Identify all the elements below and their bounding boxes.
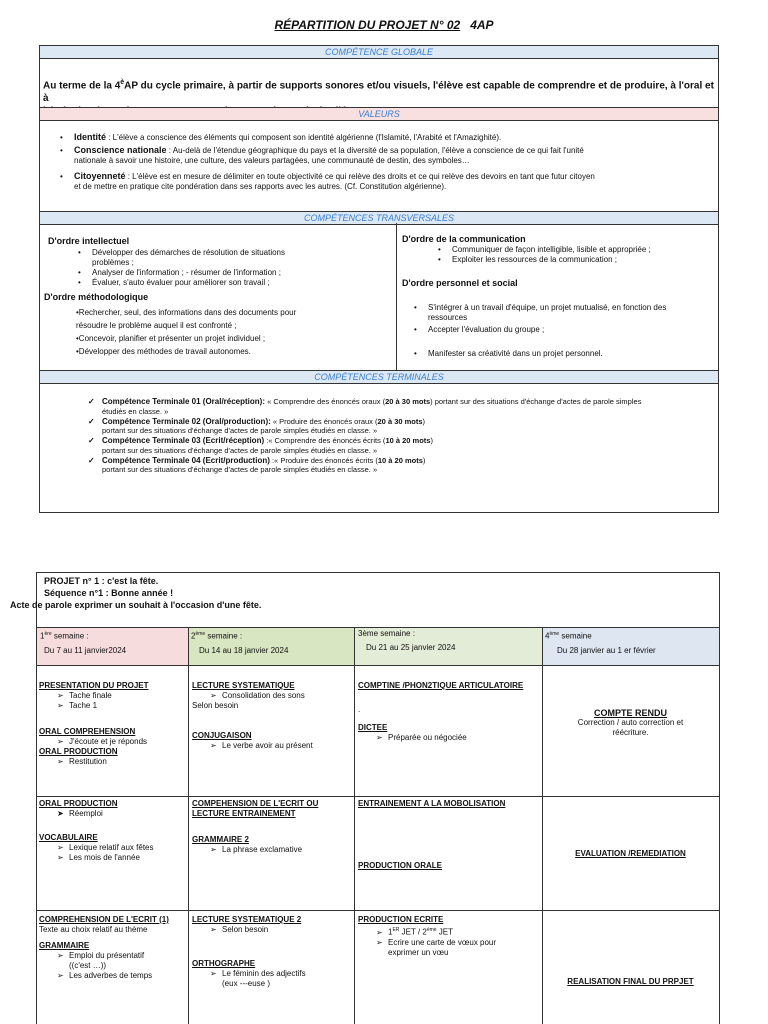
cell-heading: DICTEE	[358, 723, 388, 732]
cell-heading: ORTHOGRAPHE	[192, 959, 256, 968]
week-2-title	[191, 629, 288, 656]
terminale-text: :« Comprendre des énoncés écrits (	[264, 436, 386, 445]
terminale-rest: )	[430, 436, 433, 445]
communication-item: Exploiter les ressources de la communication ;	[452, 255, 617, 264]
band-valeurs: VALEURS	[40, 107, 718, 121]
cell-heading: COMPTINE /PHON2TIQUE ARTICULATOIRE	[358, 681, 524, 690]
week-1-title	[40, 629, 126, 656]
terminale-line2: portant sur des situations d'échange d'actes de parole simples étudiés en classe. »	[102, 465, 378, 474]
cell-r2c1: ORAL PRODUCTION ➤ Réemploi VOCABULAIRE ➢ Lexique relatif aux fêtes ➢ Les mois de l'année	[39, 799, 154, 862]
week-sup: ème	[549, 631, 560, 637]
cell-item: 1	[388, 927, 393, 937]
week-num: 4	[545, 631, 550, 641]
cell-heading: LECTURE SYSTEMATIQUE	[192, 681, 295, 690]
terminale-bold: 10 à 20 mots	[377, 455, 423, 465]
band-competence-globale: COMPÉTENCE GLOBALE	[40, 46, 718, 59]
cell-item: Les adverbes de temps	[69, 971, 153, 980]
cell-item: Les mois de l'année	[69, 853, 140, 862]
citoyennete-text2: et de mettre en pratique cite pondération dans ses rapports avec les autres. (Cf. Constitution algérienne).	[74, 182, 447, 191]
cell-r3c3: PRODUCTION ECRITE ➢ 1ER JET / 2ème JET ➢ Ecrire une carte de vœux pour exprimer un vœu	[358, 915, 497, 957]
cell-r3c4	[544, 977, 717, 987]
week-label: semaine :	[51, 631, 89, 641]
week-num: 2	[191, 631, 196, 641]
col-line	[188, 627, 189, 1024]
communication-title: D'ordre de la communication	[402, 234, 526, 244]
personnel-item: ressources	[428, 313, 468, 322]
cell-heading: ENTRAINEMENT A LA MOBOLISATION	[358, 799, 506, 808]
citoyennete-text1: : L'élève est en mesure de délimiter en toute objectivité ce qui relève des droits et ce qui relève des devoirs en tant que futur citoyen	[125, 172, 595, 181]
personnel-item: Manifester sa créativité dans un projet personnel.	[428, 349, 603, 358]
cell-item: J'écoute et je réponds	[69, 737, 148, 746]
cell-heading: ORAL PRODUCTION	[39, 799, 118, 808]
terminale-label: Compétence Terminale 02 (Oral/production):	[102, 416, 271, 426]
cell-item: Consolidation des sons	[222, 691, 305, 700]
citoyennete-label: Citoyenneté	[74, 171, 126, 181]
cell-item: ((c'est …))	[69, 961, 107, 970]
projet-header	[44, 575, 173, 599]
cell-item: Réemploi	[69, 809, 103, 818]
cell-heading: COMPREHENSION DE L'ECRIT (1)	[39, 915, 169, 924]
cell-item: (eux ---euse )	[222, 979, 271, 988]
cell-item: La phrase exclamative	[222, 845, 303, 854]
valeur-conscience: • Conscience nationale : Au-delà de l'étendue géographique du pays et la diversité de sa population, l'élève a conscience de ce qui fait l'unité nationale à savoir une histoire, une culture, des valeurs partagées, une communauté de destin, des symboles…	[60, 145, 584, 165]
terminale-text: « Produire des énoncés oraux (	[270, 416, 378, 426]
row-line	[36, 665, 720, 666]
terminale-item: ✓ Compétence Terminale 04 (Ecrit/production) :« Produire des énoncés écrits (10 à 20 mots)	[88, 455, 426, 465]
cell-item: Le féminin des adjectifs	[222, 969, 306, 978]
col-line	[354, 627, 355, 1024]
divider-transversales	[396, 223, 397, 370]
conscience-text1: : Au-delà de l'étendue géographique du pays et la diversité de sa population, l'élève a conscience de ce qui fait l'unité	[166, 146, 584, 155]
personnel-item: S'intégrer à un travail d'équipe, un projet mutualisé, en fonction des	[428, 303, 667, 312]
terminale-item: ✓ Compétence Terminale 03 (Ecrit/réception) :« Comprendre des énoncés écrits (10 à 20 mots)	[88, 436, 433, 445]
week-label: semaine	[559, 631, 592, 641]
cell-heading: PRODUCTION ECRITE	[358, 915, 444, 924]
week-3-title	[358, 629, 455, 653]
intellectuel-item: Développer des démarches de résolution de situations	[92, 248, 286, 257]
terminale-rest: )	[422, 455, 426, 465]
week-dates: Du 21 au 25 janvier 2024	[366, 643, 456, 652]
cell-r3c2: LECTURE SYSTEMATIQUE 2 ➢ Selon besoin ORTHOGRAPHE ➢ Le féminin des adjectifs (eux ---euse )	[192, 915, 306, 988]
cell-item: Lexique relatif aux fêtes	[69, 843, 154, 852]
intellectuel-item: Analyser de l'information ; - résumer de l'information ;	[92, 268, 281, 277]
cell-heading: VOCABULAIRE	[39, 833, 98, 842]
cell-heading: REALISATION FINAL DU PRPJET	[567, 977, 694, 986]
cell-sup: ER	[392, 927, 400, 933]
cell-r3c1: COMPREHENSION DE L'ECRIT (1) Texte au choix relatif au thème GRAMMAIRE ➢ Emploi du présentatif ((c'est …)) ➢ Les adverbes de temps	[39, 915, 169, 980]
week-sup: ère	[44, 631, 52, 637]
cell-heading: PRODUCTION ORALE	[358, 861, 442, 870]
identite-label: Identité	[74, 132, 107, 142]
identite-text: : L'élève a conscience des éléments qui composent son identité algérienne (l'Islamité, l'Arabité et l'Amazighité).	[106, 133, 502, 142]
title-main: RÉPARTITION DU PROJET N° 02	[274, 18, 461, 32]
row-line	[36, 910, 720, 911]
cell-text: réécriture.	[612, 728, 649, 737]
intellectuel-item: Évaluer, s'auto évaluer pour améliorer son travail ;	[92, 278, 270, 287]
cell-heading: GRAMMAIRE	[39, 941, 90, 950]
band-transversales: COMPÉTENCES TRANSVERSALES	[40, 211, 718, 225]
cell-item: Selon besoin	[222, 925, 269, 934]
cell-item: Emploi du présentatif	[69, 951, 145, 960]
terminale-label: Compétence Terminale 04 (Ecrit/production)	[102, 455, 270, 465]
terminales-list	[88, 397, 641, 474]
cell-item: JET	[436, 927, 454, 937]
cell-heading: LECTURE ENTRAINEMENT	[192, 809, 296, 818]
terminale-item: ✓ Compétence Terminale 02 (Oral/production): « Produire des énoncés oraux (20 à 30 mots)	[88, 416, 426, 426]
cell-r1c2: LECTURE SYSTEMATIQUE ➢ Consolidation des sons Selon besoin CONJUGAISON ➢ Le verbe avoir au présent	[192, 681, 313, 750]
valeur-citoyennete: • Citoyenneté : L'élève est en mesure de délimiter en toute objectivité ce qui relève des droits et ce qui relève des devoirs en tant que futur citoyen et de mettre en pratique cite pondération dans ses rapports avec les autres. (Cf. Constitution algérienne).	[60, 171, 595, 191]
cell-sup: ème	[426, 927, 437, 933]
cell-heading: LECTURE SYSTEMATIQUE 2	[192, 915, 302, 924]
week-4-title	[545, 629, 656, 656]
cell-heading: COMPTE RENDU	[593, 708, 667, 718]
cell-item: Préparée ou négociée	[388, 733, 467, 742]
cell-heading: ORAL PRODUCTION	[39, 747, 118, 756]
methodo-item: •Rechercher, seul, des informations dans des documents pour	[76, 308, 297, 317]
terminale-line2: portant sur des situations d'échange d'actes de parole simples étudiés en classe. »	[102, 426, 378, 435]
terminale-bold: 20 à 30 mots	[385, 397, 431, 406]
cell-item: Selon besoin	[192, 701, 239, 710]
terminale-label: Compétence Terminale 01 (Oral/réception):	[102, 397, 266, 406]
competences-box	[39, 45, 719, 513]
row-line	[36, 796, 720, 797]
personnel-title: D'ordre personnel et social	[402, 278, 518, 288]
week-num: 1	[40, 631, 45, 641]
page-title	[0, 18, 768, 32]
communication-list: • Communiquer de façon intelligible, lisible et appropriée ; • Exploiter les ressources de la communication ;	[438, 245, 651, 264]
terminale-label: Compétence Terminale 03 (Ecrit/réception)	[102, 436, 265, 445]
intellectuel-item: problèmes ;	[92, 258, 134, 267]
methodo-item: résoudre le problème auquel il est confronté ;	[76, 321, 237, 330]
cell-heading: COMPEHENSION DE L'ECRIT OU	[192, 799, 319, 808]
week-sup: ème	[195, 631, 206, 637]
valeur-identite: • Identité : L'élève a conscience des éléments qui composent son identité algérienne (l'Islamité, l'Arabité et l'Amazighité).	[60, 132, 502, 142]
terminale-line2: étudiés en classe. »	[102, 406, 169, 416]
week-label: semaine :	[205, 631, 243, 641]
cg-text-a: Au terme de la 4	[43, 80, 121, 92]
col-line	[542, 627, 543, 1024]
cell-dot: .	[358, 705, 361, 714]
methodo-item: •Concevoir, planifier et présenter un projet individuel ;	[76, 334, 266, 343]
terminale-text: :« Produire des énoncés écrits (	[269, 455, 378, 465]
cell-item: JET / 2	[399, 927, 427, 937]
terminale-text: « Comprendre des énoncés oraux (	[265, 397, 386, 406]
cell-heading: PRESENTATION DU PROJET	[39, 681, 149, 690]
cell-heading: ORAL COMPREHENSION	[39, 727, 136, 736]
cell-r2c2: COMPEHENSION DE L'ECRIT OU LECTURE ENTRAINEMENT GRAMMAIRE 2 ➢ La phrase exclamative	[192, 799, 319, 854]
communication-item: Communiquer de façon intelligible, lisible et appropriée ;	[452, 245, 651, 254]
cell-text: Correction / auto correction et	[577, 718, 684, 727]
cell-item: Tache finale	[69, 691, 112, 700]
cell-heading: GRAMMAIRE 2	[192, 835, 249, 844]
cell-item: Restitution	[69, 757, 107, 766]
cell-item: Tache 1	[69, 701, 98, 710]
terminale-line2: portant sur des situations d'échange d'actes de parole simples étudiés en classe. »	[102, 445, 378, 455]
cell-r1c1: PRESENTATION DU PROJET ➢ Tache finale ➢ Tache 1 ORAL COMPREHENSION ➢ J'écoute et je réponds ORAL PRODUCTION ➢ Restitution	[39, 681, 149, 766]
cell-r1c4	[544, 708, 717, 738]
intellectuel-title: D'ordre intellectuel	[48, 236, 130, 246]
band-terminales: COMPÉTENCES TERMINALES	[40, 370, 718, 384]
week-dates: Du 28 janvier au 1 er février	[557, 645, 656, 655]
terminale-item: ✓ Compétence Terminale 01 (Oral/réception): « Comprendre des énoncés oraux (20 à 30 mots) portant sur des situations d'échange d'actes de parole simples	[88, 397, 642, 406]
cell-r2c4	[544, 849, 717, 859]
terminale-rest: )	[422, 416, 426, 426]
cg-sup: è	[120, 79, 125, 86]
conscience-label: Conscience nationale	[74, 145, 167, 155]
row-line	[36, 627, 720, 628]
cell-r1c3: COMPTINE /PHON2TIQUE ARTICULATOIRE . DICTEE ➢ Préparée ou négociée	[358, 681, 524, 742]
intellectuel-list: • Développer des démarches de résolution de situations problèmes ; • Analyser de l'information ; - résumer de l'information ; • Évaluer, s'auto évaluer pour améliorer son travail ;	[78, 248, 286, 287]
terminale-bold: 20 à 30 mots	[377, 416, 423, 426]
title-level: 4AP	[470, 18, 494, 32]
week-dates: Du 14 au 18 janvier 2024	[199, 645, 289, 655]
projet-line2: Séquence n°1 : Bonne année !	[44, 588, 174, 598]
cell-item: Ecrire une carte de vœux pour	[388, 937, 497, 947]
personnel-list: • S'intégrer à un travail d'équipe, un projet mutualisé, en fonction des ressources • Accepter l'évaluation du groupe ; • Manifester sa créativité dans un projet personnel.	[414, 303, 667, 358]
terminale-bold: 10 à 20 mots	[385, 436, 431, 445]
terminale-rest: ) portant sur des situations d'échange d'actes de parole simples	[430, 397, 642, 406]
cell-heading: CONJUGAISON	[192, 731, 252, 740]
methodo-item: •Développer des méthodes de travail autonomes.	[76, 347, 251, 356]
projet-line1: PROJET n° 1 : c'est la fête.	[44, 576, 159, 586]
conscience-text2: nationale à savoir une histoire, une culture, des valeurs partagées, une communauté de destin, des symboles…	[74, 156, 470, 165]
cg-text-b: AP du cycle primaire, à partir de supports sonores et/ou visuels, l'élève est capable de comprendre et de produire, à l'oral et à	[43, 80, 714, 105]
cell-item: Le verbe avoir au présent	[222, 741, 313, 750]
cell-r2c3	[358, 799, 505, 871]
week-num: 3ème semaine :	[358, 629, 415, 638]
cell-heading: EVALUATION /REMEDIATION	[575, 849, 686, 858]
cell-text: Texte au choix relatif au thème	[39, 925, 148, 934]
methodo-list	[76, 306, 296, 358]
methodo-title: D'ordre méthodologique	[44, 292, 149, 302]
cell-item: exprimer un vœu	[388, 947, 449, 957]
week-dates: Du 7 au 11 janvier2024	[44, 645, 127, 655]
personnel-item: Accepter l'évaluation du groupe ;	[428, 325, 545, 334]
projet-acte: Acte de parole exprimer un souhait à l'occasion d'une fête.	[10, 600, 262, 610]
